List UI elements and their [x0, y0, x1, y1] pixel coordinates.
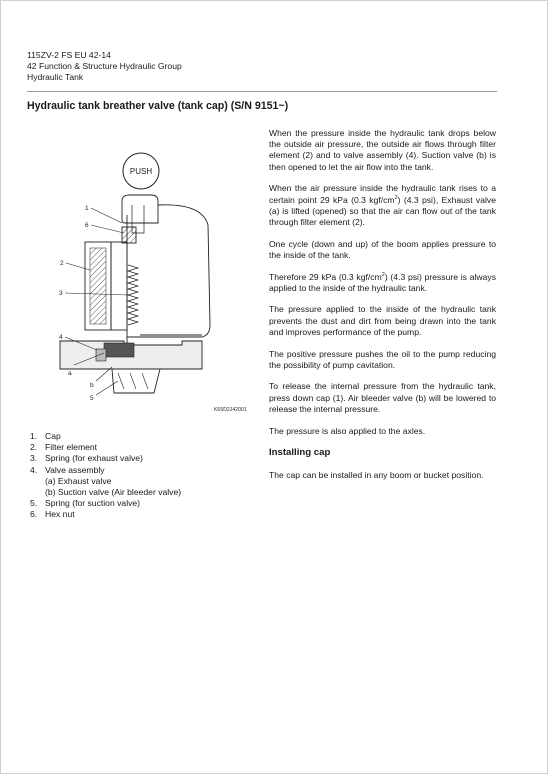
header-section: 42 Function & Structure Hydraulic Group — [27, 61, 182, 71]
callout-6: 6 — [85, 222, 89, 229]
push-label: PUSH — [129, 167, 153, 176]
breather-valve-diagram — [52, 145, 252, 415]
header-rule — [27, 91, 497, 92]
figure-code: K65D2J42001 — [214, 407, 247, 413]
header-doc-code: 115ZV-2 FS EU 42-14 — [27, 50, 111, 60]
paragraph-boom-cycle: One cycle (down and up) of the boom applies pressure to the inside of the tank. — [269, 238, 496, 260]
parts-list — [30, 431, 181, 521]
list-item: 6. Hex nut — [30, 509, 75, 520]
paragraph-install: The cap can be installed in any boom or bucket position. — [269, 470, 484, 481]
list-item: (b) Suction valve (Air bleeder valve) — [45, 487, 182, 498]
paragraph-pressure: Therefore 29 kPa (0.3 kgf/$cm^2$) (4.3 psi) pressure is always applied to the inside of the hydraulic tank. — [269, 271, 496, 293]
callout-5: 5 — [90, 395, 94, 402]
paragraph-cavitation: The positive pressure pushes the oil to the pump reducing the possibility of pump cavitation. — [269, 348, 496, 370]
callout-b: b — [90, 382, 94, 389]
list-item: (a) Exhaust valve — [45, 475, 112, 486]
exhaust-spring — [128, 265, 138, 325]
callout-3: 3 — [59, 290, 63, 297]
paragraph-release: To release the internal pressure from the hydraulic tank, press down cap (1). Air bleeder valve (b) will be lowered to release the internal pressure. — [269, 381, 496, 414]
section-heading-installing-cap: Installing cap — [269, 447, 331, 459]
list-item: 3. Spring (for exhaust valve) — [30, 453, 143, 464]
list-item: 2. Filter element — [30, 442, 98, 453]
header-topic: Hydraulic Tank — [27, 72, 84, 82]
running-header — [27, 50, 182, 83]
paragraph-suction: When the pressure inside the hydraulic tank drops below the outside air pressure, the outside air flows through filter element (2) and to valve assembly (4). Suction valve (b) is then opened to let the air flow into the tank. — [269, 128, 496, 172]
paragraph-exhaust: When the air pressure inside the hydraulic tank rises to a certain point 29 kPa (0.3 kgf/$cm^2$) (4.3 psi), Exhaust valve (a) is lifted (opened) so that the air can flow out of the tank through filter element (2). — [269, 183, 496, 227]
valve-assembly — [60, 341, 202, 393]
push-button-graphic — [123, 153, 159, 189]
callout-a: a — [68, 370, 72, 377]
list-item: 4. Valve assembly — [30, 464, 105, 475]
paragraph-dust: The pressure applied to the inside of the hydraulic tank prevents the dust and dirt from being drawn into the tank and improves performance of the pump. — [269, 304, 496, 337]
list-item: 1. Cap — [30, 431, 61, 441]
callout-1: 1 — [85, 205, 89, 212]
callout-4: 4 — [59, 334, 63, 341]
page-title: Hydraulic tank breather valve (tank cap) (S/N 9151~) — [27, 100, 289, 112]
callout-2: 2 — [60, 260, 64, 267]
list-item: 5. Spring (for suction valve) — [30, 498, 141, 509]
callout-labels — [59, 205, 94, 402]
description-column — [269, 128, 496, 492]
filter-element — [85, 242, 127, 330]
paragraph-axles: The pressure is also applied to the axles. — [269, 425, 426, 436]
